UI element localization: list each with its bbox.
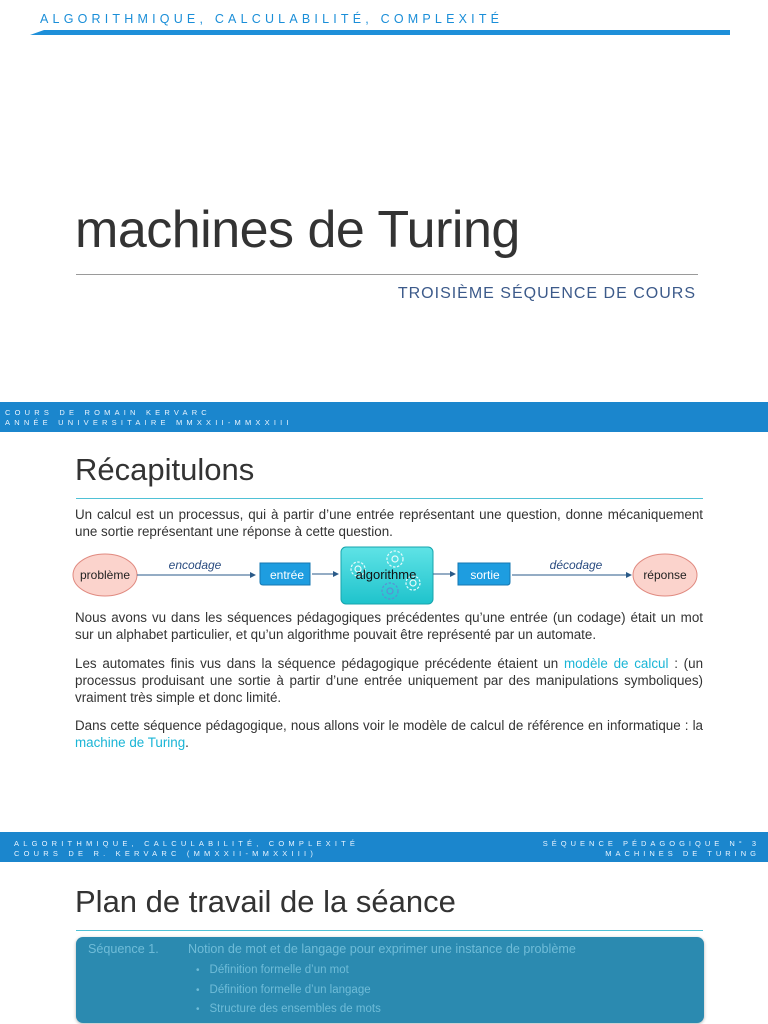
plan-item: • Définition formelle d’un mot: [196, 961, 381, 981]
slide-subtitle: TROISIÈME SÉQUENCE DE COURS: [397, 285, 696, 302]
answer-label: réponse: [643, 568, 687, 582]
author-line: COURS DE ROMAIN KERVARC: [5, 408, 211, 417]
course-author-line: COURS DE R. KERVARC (MMXXII-MMXXIII): [14, 849, 318, 858]
decoding-label: décodage: [549, 558, 603, 572]
automata-text-end: : (un processus produisant une sortie à partir d’une entrée uniquement par des manipulations symboliques) vraiment très simple et donc limité.: [75, 656, 704, 705]
plan-sequence-title: Notion de mot et de langage pour exprimer une instance de problème: [188, 942, 576, 956]
section-title: Récapitulons: [75, 452, 255, 487]
top-banner: [0, 0, 768, 42]
automata-text-start: Les automates finis vus dans la séquence pédagogique précédente étaient un: [75, 656, 564, 671]
output-label: sortie: [470, 568, 500, 582]
turing-paragraph: [75, 717, 703, 751]
plan-divider: [76, 930, 703, 931]
plan-item: • Structure des ensembles de mots: [196, 1000, 381, 1020]
plan-title: Plan de travail de la séance: [75, 884, 456, 919]
words-paragraph: Nous avons vu dans les séquences pédagogiques précédentes qu’une entrée (un codage) était un mot sur un alphabet particulier, et qu’un algorithme pouvait être représenté par un automate.: [75, 610, 703, 642]
sequence-topic-line: MACHINES DE TURING: [605, 849, 760, 858]
automata-paragraph: [75, 655, 703, 706]
banner-bar: [30, 30, 730, 35]
slide-header-band: [0, 832, 768, 862]
problem-label: problème: [79, 568, 131, 582]
slide-title: machines de Turing: [75, 201, 520, 259]
course-name-line: ALGORITHMIQUE, CALCULABILITÉ, COMPLEXITÉ: [14, 839, 360, 848]
section-divider: [76, 498, 703, 499]
turing-text-end: .: [185, 735, 189, 750]
plan-sequence-heading: [88, 942, 576, 956]
encoding-label: encodage: [168, 558, 222, 572]
plan-sequence-label: Séquence 1.: [88, 942, 159, 956]
algorithm-label: algorithme: [355, 567, 417, 582]
plan-item-list: [196, 961, 381, 1020]
input-label: entrée: [269, 568, 305, 582]
intro-paragraph: Un calcul est un processus, qui à partir d’une entrée représentant une question, donne mécaniquement une sortie représentant une réponse à cette question.: [75, 507, 703, 539]
computation-model-link[interactable]: modèle de calcul: [563, 656, 669, 671]
title-divider: [76, 274, 698, 275]
computation-diagram: [70, 545, 700, 607]
footer-band: [0, 402, 768, 432]
year-line: ANNÉE UNIVERSITAIRE MMXXII-MMXXIII: [5, 418, 293, 427]
turing-text-start: Dans cette séquence pédagogique, nous allons voir le modèle de calcul de référence en informatique : la: [75, 718, 703, 733]
plan-item: • Définition formelle d’un langage: [196, 981, 381, 1001]
course-banner-text: ALGORITHMIQUE, CALCULABILITÉ, COMPLEXITÉ: [40, 12, 504, 26]
plan-box: [76, 937, 704, 1023]
turing-machine-link[interactable]: machine de Turing: [75, 735, 186, 750]
sequence-number-line: SÉQUENCE PÉDAGOGIQUE N° 3: [542, 839, 760, 848]
